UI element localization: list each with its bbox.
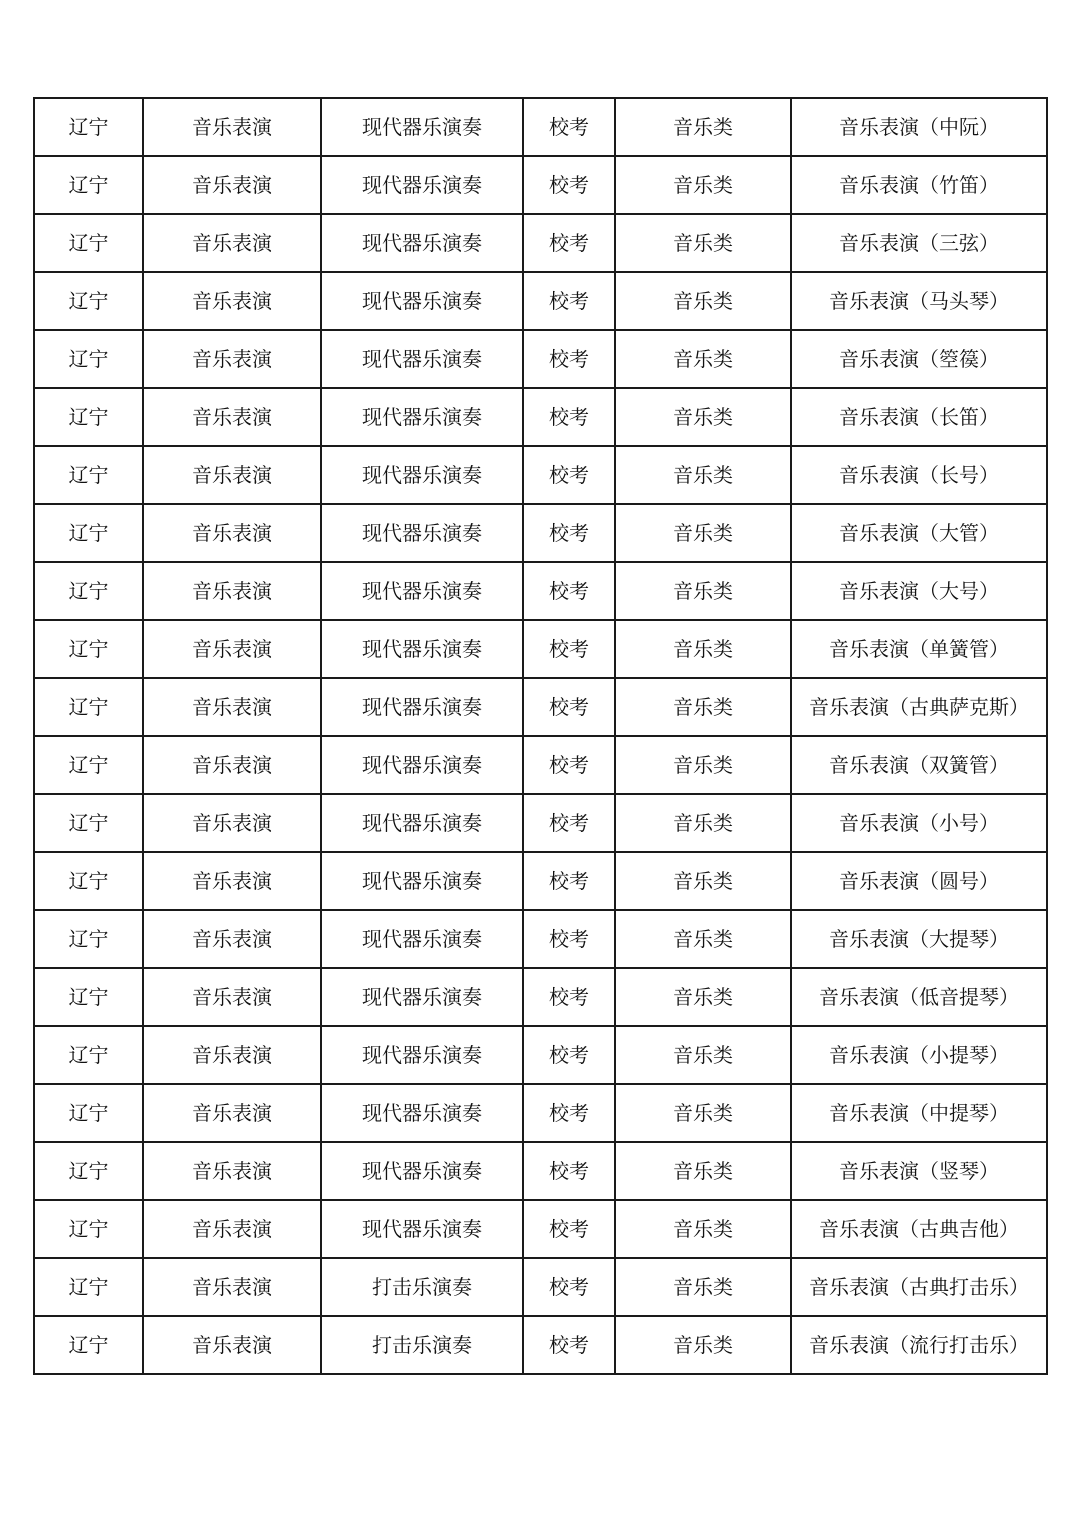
major-category-cell: 音乐表演 — [143, 272, 321, 330]
admissions-table — [33, 97, 1048, 1375]
table-row — [34, 214, 1047, 272]
exam-type-cell: 校考 — [523, 968, 615, 1026]
exam-type-cell: 校考 — [523, 910, 615, 968]
direction-cell: 现代器乐演奏 — [321, 620, 523, 678]
province-cell: 辽宁 — [34, 388, 143, 446]
subject-category-cell: 音乐类 — [615, 1200, 791, 1258]
province-cell: 辽宁 — [34, 678, 143, 736]
major-category-cell: 音乐表演 — [143, 446, 321, 504]
direction-cell: 现代器乐演奏 — [321, 736, 523, 794]
table-row — [34, 330, 1047, 388]
table-row — [34, 1200, 1047, 1258]
direction-cell: 现代器乐演奏 — [321, 852, 523, 910]
exam-type-cell: 校考 — [523, 562, 615, 620]
major-category-cell: 音乐表演 — [143, 504, 321, 562]
province-cell: 辽宁 — [34, 98, 143, 156]
province-cell: 辽宁 — [34, 214, 143, 272]
direction-cell: 现代器乐演奏 — [321, 446, 523, 504]
table-row — [34, 1258, 1047, 1316]
table-row — [34, 98, 1047, 156]
direction-cell: 现代器乐演奏 — [321, 678, 523, 736]
table-row — [34, 1026, 1047, 1084]
subject-category-cell: 音乐类 — [615, 214, 791, 272]
major-category-cell: 音乐表演 — [143, 330, 321, 388]
program-cell: 音乐表演（箜篌） — [791, 330, 1047, 388]
major-category-cell: 音乐表演 — [143, 1142, 321, 1200]
program-cell: 音乐表演（大号） — [791, 562, 1047, 620]
direction-cell: 现代器乐演奏 — [321, 1084, 523, 1142]
table-row — [34, 1316, 1047, 1374]
exam-type-cell: 校考 — [523, 678, 615, 736]
program-cell: 音乐表演（中阮） — [791, 98, 1047, 156]
subject-category-cell: 音乐类 — [615, 736, 791, 794]
program-cell: 音乐表演（单簧管） — [791, 620, 1047, 678]
document-table-container — [33, 97, 1046, 1375]
major-category-cell: 音乐表演 — [143, 1316, 321, 1374]
exam-type-cell: 校考 — [523, 852, 615, 910]
exam-type-cell: 校考 — [523, 156, 615, 214]
table-row — [34, 678, 1047, 736]
exam-type-cell: 校考 — [523, 1084, 615, 1142]
exam-type-cell: 校考 — [523, 446, 615, 504]
province-cell: 辽宁 — [34, 620, 143, 678]
direction-cell: 现代器乐演奏 — [321, 156, 523, 214]
program-cell: 音乐表演（三弦） — [791, 214, 1047, 272]
program-cell: 音乐表演（中提琴） — [791, 1084, 1047, 1142]
major-category-cell: 音乐表演 — [143, 852, 321, 910]
exam-type-cell: 校考 — [523, 272, 615, 330]
major-category-cell: 音乐表演 — [143, 620, 321, 678]
program-cell: 音乐表演（低音提琴） — [791, 968, 1047, 1026]
subject-category-cell: 音乐类 — [615, 1316, 791, 1374]
province-cell: 辽宁 — [34, 1258, 143, 1316]
exam-type-cell: 校考 — [523, 1258, 615, 1316]
subject-category-cell: 音乐类 — [615, 446, 791, 504]
subject-category-cell: 音乐类 — [615, 562, 791, 620]
subject-category-cell: 音乐类 — [615, 1026, 791, 1084]
direction-cell: 现代器乐演奏 — [321, 910, 523, 968]
direction-cell: 现代器乐演奏 — [321, 968, 523, 1026]
table-row — [34, 620, 1047, 678]
subject-category-cell: 音乐类 — [615, 330, 791, 388]
major-category-cell: 音乐表演 — [143, 736, 321, 794]
subject-category-cell: 音乐类 — [615, 272, 791, 330]
province-cell: 辽宁 — [34, 968, 143, 1026]
program-cell: 音乐表演（大管） — [791, 504, 1047, 562]
table-row — [34, 272, 1047, 330]
program-cell: 音乐表演（大提琴） — [791, 910, 1047, 968]
exam-type-cell: 校考 — [523, 794, 615, 852]
program-cell: 音乐表演（小号） — [791, 794, 1047, 852]
province-cell: 辽宁 — [34, 910, 143, 968]
province-cell: 辽宁 — [34, 330, 143, 388]
table-row — [34, 504, 1047, 562]
subject-category-cell: 音乐类 — [615, 388, 791, 446]
province-cell: 辽宁 — [34, 1142, 143, 1200]
direction-cell: 打击乐演奏 — [321, 1258, 523, 1316]
program-cell: 音乐表演（古典打击乐） — [791, 1258, 1047, 1316]
province-cell: 辽宁 — [34, 562, 143, 620]
exam-type-cell: 校考 — [523, 1200, 615, 1258]
program-cell: 音乐表演（小提琴） — [791, 1026, 1047, 1084]
table-row — [34, 794, 1047, 852]
province-cell: 辽宁 — [34, 1084, 143, 1142]
direction-cell: 现代器乐演奏 — [321, 504, 523, 562]
direction-cell: 现代器乐演奏 — [321, 794, 523, 852]
program-cell: 音乐表演（长号） — [791, 446, 1047, 504]
table-row — [34, 156, 1047, 214]
major-category-cell: 音乐表演 — [143, 794, 321, 852]
province-cell: 辽宁 — [34, 736, 143, 794]
table-row — [34, 968, 1047, 1026]
subject-category-cell: 音乐类 — [615, 794, 791, 852]
province-cell: 辽宁 — [34, 1026, 143, 1084]
program-cell: 音乐表演（马头琴） — [791, 272, 1047, 330]
major-category-cell: 音乐表演 — [143, 1026, 321, 1084]
table-row — [34, 562, 1047, 620]
exam-type-cell: 校考 — [523, 330, 615, 388]
exam-type-cell: 校考 — [523, 736, 615, 794]
major-category-cell: 音乐表演 — [143, 678, 321, 736]
major-category-cell: 音乐表演 — [143, 1200, 321, 1258]
subject-category-cell: 音乐类 — [615, 852, 791, 910]
subject-category-cell: 音乐类 — [615, 504, 791, 562]
province-cell: 辽宁 — [34, 852, 143, 910]
province-cell: 辽宁 — [34, 504, 143, 562]
major-category-cell: 音乐表演 — [143, 98, 321, 156]
program-cell: 音乐表演（古典萨克斯） — [791, 678, 1047, 736]
table-row — [34, 1142, 1047, 1200]
subject-category-cell: 音乐类 — [615, 678, 791, 736]
subject-category-cell: 音乐类 — [615, 910, 791, 968]
province-cell: 辽宁 — [34, 272, 143, 330]
subject-category-cell: 音乐类 — [615, 98, 791, 156]
program-cell: 音乐表演（竖琴） — [791, 1142, 1047, 1200]
table-row — [34, 388, 1047, 446]
direction-cell: 现代器乐演奏 — [321, 562, 523, 620]
major-category-cell: 音乐表演 — [143, 388, 321, 446]
table-row — [34, 852, 1047, 910]
exam-type-cell: 校考 — [523, 214, 615, 272]
exam-type-cell: 校考 — [523, 504, 615, 562]
province-cell: 辽宁 — [34, 446, 143, 504]
direction-cell: 现代器乐演奏 — [321, 1026, 523, 1084]
major-category-cell: 音乐表演 — [143, 1258, 321, 1316]
program-cell: 音乐表演（古典吉他） — [791, 1200, 1047, 1258]
direction-cell: 现代器乐演奏 — [321, 214, 523, 272]
subject-category-cell: 音乐类 — [615, 156, 791, 214]
direction-cell: 现代器乐演奏 — [321, 388, 523, 446]
subject-category-cell: 音乐类 — [615, 968, 791, 1026]
direction-cell: 现代器乐演奏 — [321, 1142, 523, 1200]
program-cell: 音乐表演（双簧管） — [791, 736, 1047, 794]
subject-category-cell: 音乐类 — [615, 620, 791, 678]
major-category-cell: 音乐表演 — [143, 968, 321, 1026]
exam-type-cell: 校考 — [523, 98, 615, 156]
major-category-cell: 音乐表演 — [143, 214, 321, 272]
province-cell: 辽宁 — [34, 794, 143, 852]
program-cell: 音乐表演（流行打击乐） — [791, 1316, 1047, 1374]
exam-type-cell: 校考 — [523, 1316, 615, 1374]
program-cell: 音乐表演（长笛） — [791, 388, 1047, 446]
table-row — [34, 1084, 1047, 1142]
direction-cell: 打击乐演奏 — [321, 1316, 523, 1374]
subject-category-cell: 音乐类 — [615, 1258, 791, 1316]
province-cell: 辽宁 — [34, 156, 143, 214]
province-cell: 辽宁 — [34, 1200, 143, 1258]
major-category-cell: 音乐表演 — [143, 156, 321, 214]
program-cell: 音乐表演（圆号） — [791, 852, 1047, 910]
direction-cell: 现代器乐演奏 — [321, 272, 523, 330]
table-row — [34, 446, 1047, 504]
province-cell: 辽宁 — [34, 1316, 143, 1374]
table-row — [34, 736, 1047, 794]
exam-type-cell: 校考 — [523, 388, 615, 446]
direction-cell: 现代器乐演奏 — [321, 1200, 523, 1258]
table-body — [34, 98, 1047, 1374]
subject-category-cell: 音乐类 — [615, 1084, 791, 1142]
exam-type-cell: 校考 — [523, 1142, 615, 1200]
major-category-cell: 音乐表演 — [143, 562, 321, 620]
major-category-cell: 音乐表演 — [143, 910, 321, 968]
table-row — [34, 910, 1047, 968]
exam-type-cell: 校考 — [523, 620, 615, 678]
major-category-cell: 音乐表演 — [143, 1084, 321, 1142]
subject-category-cell: 音乐类 — [615, 1142, 791, 1200]
program-cell: 音乐表演（竹笛） — [791, 156, 1047, 214]
direction-cell: 现代器乐演奏 — [321, 330, 523, 388]
exam-type-cell: 校考 — [523, 1026, 615, 1084]
direction-cell: 现代器乐演奏 — [321, 98, 523, 156]
